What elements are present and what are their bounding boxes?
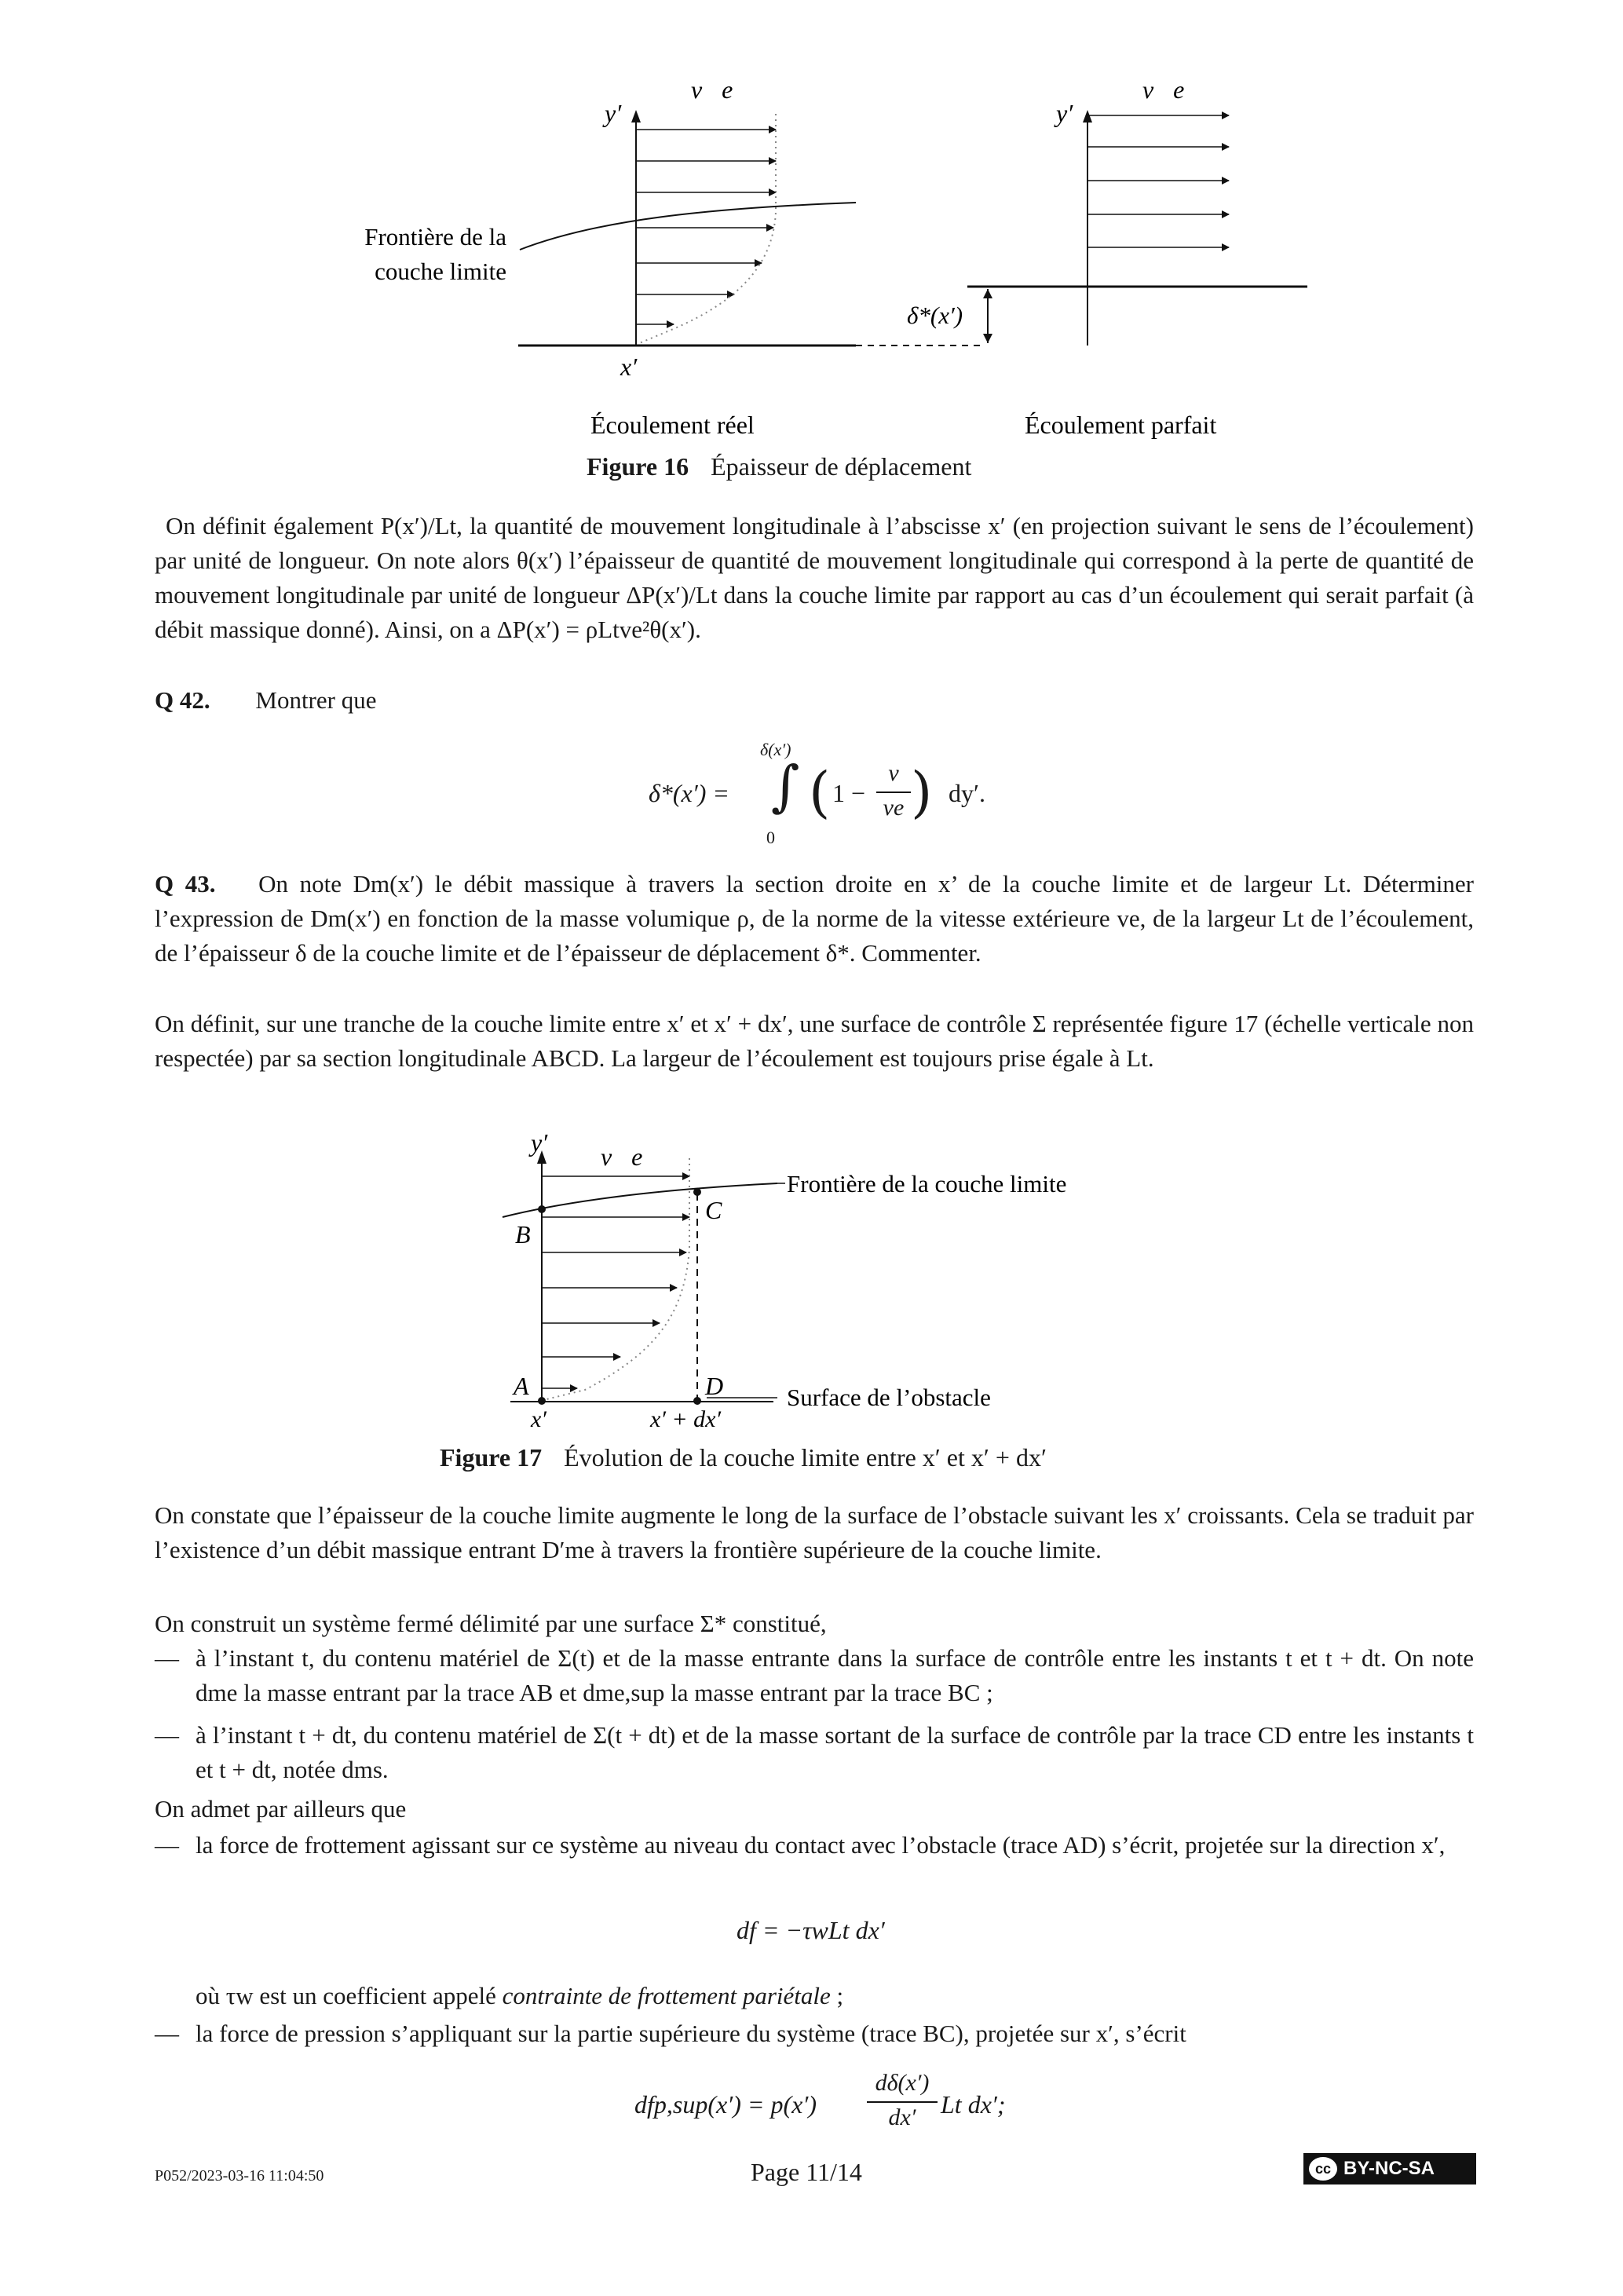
- eq-pressure-num: dδ(x′): [875, 2070, 930, 2096]
- fig17-label-A: A: [514, 1372, 529, 1400]
- fig17-label-surface: Surface de l’obstacle: [787, 1384, 991, 1411]
- equation-friction: df = −τwLt dx′: [737, 1916, 885, 1944]
- fig17-point-D: [693, 1397, 701, 1405]
- fig16-label-boundary-2: couche limite: [375, 258, 506, 285]
- fig17-velocity-profile: [543, 1158, 689, 1400]
- fig17-velocity-arrows: [542, 1176, 689, 1388]
- fig17-label-B: B: [515, 1220, 531, 1249]
- figure-16: [0, 0, 1623, 471]
- eq42-lhs: δ*(x′) =: [649, 779, 729, 807]
- figure-16-caption-text: Épaisseur de déplacement: [711, 452, 972, 481]
- eq42-lower-bound: 0: [766, 828, 775, 847]
- fig17-label-x: x′: [531, 1406, 546, 1432]
- fig16-velocity-arrows-left: [636, 130, 776, 324]
- friction-note: [155, 1979, 1474, 2013]
- fig17-point-B: [538, 1205, 546, 1213]
- license-badge: [1303, 2153, 1476, 2184]
- fig17-point-A: [538, 1397, 546, 1405]
- figure-17: [0, 1107, 1623, 1437]
- paragraph-3: On constate que l’épaisseur de la couche limite augmente le long de la surface de l’obstacle suivant les x′ croissants. Cela se traduit par l’existence d’un débit massique entrant D′me à travers la frontière supérieure de la couche limite.: [155, 1501, 1474, 1563]
- fig16-label-y-right: y′: [1056, 99, 1073, 127]
- fig17-label-C: C: [705, 1196, 722, 1224]
- figure-17-caption-text: Évolution de la couche limite entre x′ et x′ + dx′: [564, 1443, 1047, 1472]
- question-43-text: On note Dm(x′) le débit massique à travers la section droite en x’ de la couche limite et de largeur Lt. Déterminer l’expression de Dm(x′) en fonction de la masse volumique ρ, de la norme de la vitesse extérieure ve, de la largeur Lt de l’écoulement, de l’épaisseur δ de la couche limite et de l’épaisseur de déplacement δ*. Commenter.: [155, 870, 1474, 967]
- bullet-1-1-text: à l’instant t, du contenu matériel de Σ(t) et de la masse entrante dans la surface de contrôle entre les instants t et t + dt. On note dme la masse entrant par la trace AB et dme,sup la masse entrant par la trace BC ;: [196, 1644, 1474, 1706]
- figure-17-caption-label: Figure 17: [440, 1443, 543, 1472]
- eq42-fraction-num: v: [888, 760, 899, 786]
- bullet-list-1-item-1: — à l’instant t, du contenu matériel de Σ(t) et de la masse entrante dans la surface de contrôle entre les instants t et t + dt. On note dme la masse entrant par la trace AB et dme,sup la masse entrant par la trace BC ;: [155, 1641, 1474, 1710]
- fig16-label-x-left: x′: [620, 353, 638, 381]
- eq42-paren-close: ): [911, 760, 933, 824]
- fig17-label-boundary: Frontière de la couche limite: [787, 1170, 1067, 1197]
- fig16-boundary-layer-edge: [520, 203, 856, 250]
- paragraph-2: On définit, sur une tranche de la couche limite entre x′ et x′ + dx′, une surface de contrôle Σ représentée figure 17 (échelle verticale non respectée) par sa section longitudinale ABCD. La largeur de l’écoulement est toujours prise égale à Lt.: [155, 1010, 1474, 1072]
- paragraph-1: On définit également P(x′)/Lt, la quantité de mouvement longitudinale à l’abscisse x′ (en projection suivant le sens de l’écoulement) par unité de longueur. On note alors θ(x′) l’épaisseur de quantité de mouvement longitudinale qui correspond à la perte de quantité de mouvement longitudinale par unité de longueur ΔP(x′)/Lt dans la couche limite par rapport au cas d’un écoulement qui serait parfait (à débit massique donné). Ainsi, on a ΔP(x′) = ρLtve²θ(x′).: [155, 512, 1474, 643]
- fig16-label-delta: δ*(x′): [907, 302, 963, 329]
- fig16-label-perfect: Écoulement parfait: [1025, 411, 1217, 439]
- question-42-label: Q 42.: [155, 686, 210, 714]
- question-42: [155, 683, 1474, 718]
- eq-pressure-tail: Lt dx′;: [941, 2090, 1006, 2119]
- fig16-velocity-profile: [638, 114, 776, 344]
- bullet-2-2-text: la force de pression s’appliquant sur la partie supérieure du système (trace BC), projetée sur x′, s’écrit: [196, 2020, 1186, 2047]
- eq-pressure-lhs: dfp,sup(x′) = p(x′): [634, 2090, 817, 2119]
- fig16-label-y-left: y′: [605, 99, 622, 127]
- figure-17-caption: [440, 1443, 1047, 1472]
- question-43-label: Q 43.: [155, 870, 216, 898]
- fig17-label-ve: v⃗e: [601, 1143, 643, 1171]
- figure-16-caption-label: Figure 16: [587, 452, 689, 481]
- eq42-paren-open: (: [809, 760, 831, 824]
- license-text: BY-NC-SA: [1343, 2158, 1435, 2179]
- eq42-tail: dy′.: [949, 779, 985, 807]
- paragraph-4: On construit un système fermé délimité par une surface Σ* constitué,: [155, 1610, 827, 1637]
- fig16-label-real: Écoulement réel: [590, 411, 755, 439]
- fig17-label-y: y′: [531, 1128, 548, 1157]
- question-43: [155, 867, 1474, 971]
- bullet-2-1-text: la force de frottement agissant sur ce système au niveau du contact avec l’obstacle (trace AD) s’écrit, projetée sur la direction x′,: [196, 1831, 1446, 1859]
- eq42-integral-sign: ∫: [771, 754, 800, 818]
- fig17-label-D: D: [705, 1372, 724, 1400]
- friction-note-post: ;: [830, 1982, 844, 2009]
- bullet-1-2-text: à l’instant t + dt, du contenu matériel de Σ(t + dt) et de la masse sortant de la surface de contrôle par la trace CD entre les instants t et t + dt, notée dms.: [196, 1721, 1474, 1783]
- equation-42: [649, 779, 729, 808]
- figure-16-caption: [587, 452, 971, 481]
- fig16-label-ve-left: v⃗e: [691, 75, 733, 104]
- footer-page-number: Page 11/14: [751, 2158, 862, 2186]
- fig17-point-C: [693, 1188, 701, 1196]
- footer-left: P052/2023-03-16 11:04:50: [155, 2167, 324, 2184]
- bullet-list-1-item-2: — à l’instant t + dt, du contenu matériel de Σ(t + dt) et de la masse sortant de la surface de contrôle par la trace CD entre les instants t et t + dt, notée dms.: [155, 1718, 1474, 1787]
- fig17-label-xdx: x′ + dx′: [650, 1406, 721, 1432]
- bullet-list-2-item-2: — la force de pression s’appliquant sur la partie supérieure du système (trace BC), projetée sur x′, s’écrit: [155, 2016, 1474, 2051]
- eq42-upper-bound: δ(x′): [760, 740, 791, 759]
- eq-pressure-fraction-bar: [867, 2101, 938, 2103]
- bullet-list-2-item-1: — la force de frottement agissant sur ce système au niveau du contact avec l’obstacle (trace AD) s’écrit, projetée sur la direction x′,: [155, 1828, 1474, 1863]
- friction-note-pre: où τw est un coefficient appelé: [196, 1982, 503, 2009]
- fig16-label-ve-right: v⃗e: [1142, 75, 1185, 104]
- friction-note-term: contrainte de frottement pariétale: [502, 1982, 831, 2009]
- eq42-fraction-bar: [876, 792, 911, 793]
- question-42-text: Montrer que: [255, 686, 377, 714]
- eq42-fraction-den: ve: [883, 795, 905, 821]
- eq42-integrand-pre: 1 −: [832, 779, 866, 807]
- paragraph-5: On admet par ailleurs que: [155, 1795, 407, 1823]
- cc-icon: cc: [1309, 2157, 1337, 2181]
- eq-pressure-den: dx′: [888, 2104, 916, 2130]
- fig16-velocity-arrows-right: [1087, 115, 1229, 247]
- fig16-label-boundary-1: Frontière de la: [364, 223, 506, 250]
